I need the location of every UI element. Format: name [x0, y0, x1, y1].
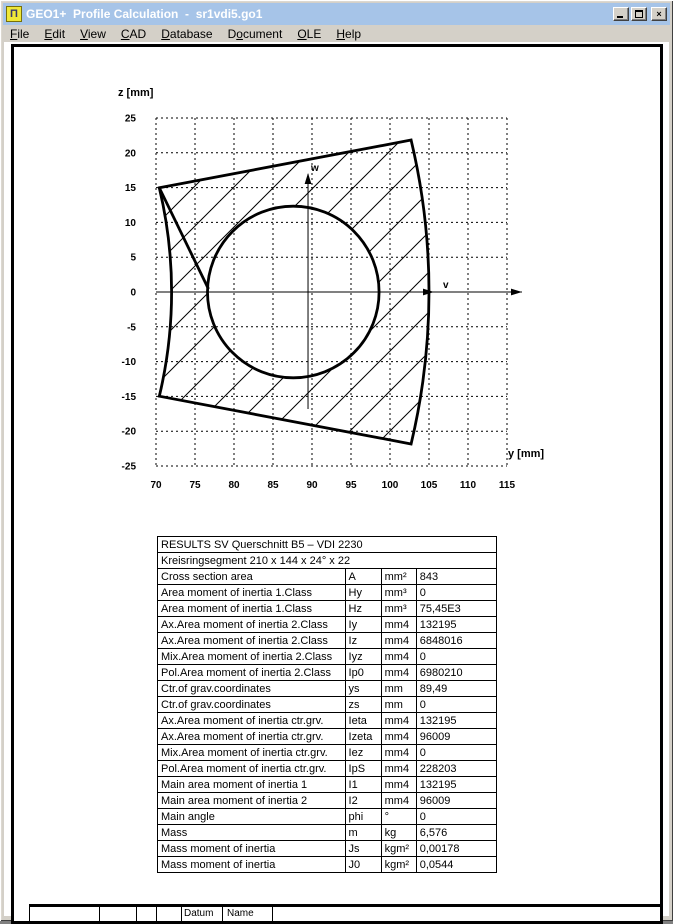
- result-value-cell: 0: [416, 697, 496, 713]
- x-tick-label: 110: [459, 480, 477, 491]
- result-name-cell: Mass moment of inertia: [158, 841, 346, 857]
- result-unit-cell: mm: [381, 681, 416, 697]
- x-tick-label: 75: [189, 480, 201, 491]
- y-tick-label: 25: [124, 113, 136, 125]
- table-row: [158, 633, 497, 649]
- result-symbol-cell: phi: [345, 809, 381, 825]
- result-symbol-cell: Ip0: [345, 665, 381, 681]
- result-symbol-cell: I2: [345, 793, 381, 809]
- result-value-cell: 6,576: [416, 825, 496, 841]
- result-name-cell: Cross section area: [158, 569, 346, 585]
- y-tick-label: -20: [121, 426, 136, 438]
- title-block-divider: [222, 907, 223, 921]
- result-name-cell: Ax.Area moment of inertia 2.Class: [158, 617, 346, 633]
- x-tick-label: 95: [345, 480, 357, 491]
- title-bar[interactable]: [3, 3, 670, 25]
- result-value-cell: 0: [416, 649, 496, 665]
- table-row: [158, 793, 497, 809]
- result-unit-cell: mm4: [381, 633, 416, 649]
- table-row: [158, 777, 497, 793]
- table-row: [158, 729, 497, 745]
- table-row: [158, 601, 497, 617]
- title-block-divider: [181, 907, 182, 921]
- result-unit-cell: mm4: [381, 665, 416, 681]
- table-row: [158, 681, 497, 697]
- result-name-cell: Mass: [158, 825, 346, 841]
- result-value-cell: 89,49: [416, 681, 496, 697]
- result-unit-cell: mm4: [381, 761, 416, 777]
- result-symbol-cell: Iz: [345, 633, 381, 649]
- x-tick-label: 105: [420, 480, 438, 491]
- result-unit-cell: kgm²: [381, 857, 416, 873]
- minimize-button[interactable]: [613, 7, 629, 21]
- y-tick-label: 0: [130, 287, 136, 299]
- menu-item-database[interactable]: Database: [161, 26, 213, 41]
- x-tick-label: 90: [306, 480, 318, 491]
- y-tick-label: 5: [130, 252, 136, 264]
- result-name-cell: Pol.Area moment of inertia 2.Class: [158, 665, 346, 681]
- result-unit-cell: mm4: [381, 793, 416, 809]
- x-tick-label: 80: [228, 480, 240, 491]
- maximize-button[interactable]: [631, 7, 647, 21]
- result-symbol-cell: ys: [345, 681, 381, 697]
- result-unit-cell: mm4: [381, 745, 416, 761]
- result-unit-cell: mm4: [381, 777, 416, 793]
- result-value-cell: 0: [416, 809, 496, 825]
- result-unit-cell: mm4: [381, 713, 416, 729]
- title-block-label: Name: [227, 908, 254, 919]
- result-unit-cell: mm4: [381, 729, 416, 745]
- result-name-cell: Area moment of inertia 1.Class: [158, 601, 346, 617]
- result-value-cell: 0,00178: [416, 841, 496, 857]
- result-symbol-cell: m: [345, 825, 381, 841]
- minimize-icon: [617, 16, 623, 18]
- result-name-cell: Pol.Area moment of inertia ctr.grv.: [158, 761, 346, 777]
- y-tick-label: 15: [124, 183, 136, 195]
- y-tick-label: -5: [127, 322, 136, 334]
- result-symbol-cell: zs: [345, 697, 381, 713]
- result-value-cell: 0: [416, 585, 496, 601]
- result-symbol-cell: Js: [345, 841, 381, 857]
- result-symbol-cell: Izeta: [345, 729, 381, 745]
- title-block-divider: [99, 907, 100, 921]
- y-tick-label: -25: [121, 461, 136, 473]
- result-value-cell: 6980210: [416, 665, 496, 681]
- result-name-cell: Mix.Area moment of inertia ctr.grv.: [158, 745, 346, 761]
- menu-item-file[interactable]: File: [10, 26, 30, 41]
- y-tick-label: -10: [121, 357, 136, 369]
- table-row: [158, 569, 497, 585]
- menu-item-edit[interactable]: Edit: [44, 26, 66, 41]
- result-unit-cell: kgm²: [381, 841, 416, 857]
- y-axis-label: y [mm]: [508, 448, 545, 460]
- document-viewport: [4, 42, 669, 919]
- result-unit-cell: mm: [381, 697, 416, 713]
- result-symbol-cell: Hy: [345, 585, 381, 601]
- app-icon: Π: [6, 6, 22, 22]
- result-name-cell: Ctr.of grav.coordinates: [158, 697, 346, 713]
- maximize-icon: [635, 10, 643, 18]
- result-value-cell: 132195: [416, 777, 496, 793]
- table-row: [158, 665, 497, 681]
- result-value-cell: 96009: [416, 793, 496, 809]
- table-row: [158, 649, 497, 665]
- title-block-divider: [272, 907, 273, 921]
- result-symbol-cell: IpS: [345, 761, 381, 777]
- result-unit-cell: °: [381, 809, 416, 825]
- result-name-cell: Area moment of inertia 1.Class: [158, 585, 346, 601]
- drawing-page: [11, 44, 663, 924]
- result-symbol-cell: Iy: [345, 617, 381, 633]
- result-name-cell: Ctr.of grav.coordinates: [158, 681, 346, 697]
- title-block-divider: [136, 907, 137, 921]
- result-unit-cell: mm²: [381, 569, 416, 585]
- menu-item-document[interactable]: Document: [227, 26, 283, 41]
- result-name-cell: Mix.Area moment of inertia 2.Class: [158, 649, 346, 665]
- y-tick-label: 20: [124, 148, 136, 160]
- result-unit-cell: kg: [381, 825, 416, 841]
- result-unit-cell: mm4: [381, 617, 416, 633]
- result-name-cell: Main area moment of inertia 1: [158, 777, 346, 793]
- menu-item-ole[interactable]: OLE: [297, 26, 322, 41]
- title-block: [29, 904, 661, 921]
- results-subtitle: Kreisringsegment 210 x 144 x 24° x 22: [158, 553, 497, 569]
- table-row: [158, 713, 497, 729]
- results-table: [157, 536, 497, 873]
- result-symbol-cell: Iyz: [345, 649, 381, 665]
- close-icon: ×: [656, 9, 662, 19]
- result-value-cell: 96009: [416, 729, 496, 745]
- profile-chart: [14, 47, 666, 517]
- result-name-cell: Mass moment of inertia: [158, 857, 346, 873]
- title-block-divider: [29, 907, 30, 921]
- menu-item-help[interactable]: Help: [336, 26, 362, 41]
- result-symbol-cell: A: [345, 569, 381, 585]
- result-value-cell: 0: [416, 745, 496, 761]
- result-value-cell: 228203: [416, 761, 496, 777]
- table-row: [158, 697, 497, 713]
- result-symbol-cell: J0: [345, 857, 381, 873]
- result-unit-cell: mm³: [381, 601, 416, 617]
- x-tick-label: 100: [381, 480, 399, 491]
- results-data-table: [157, 536, 497, 873]
- x-tick-label: 115: [498, 480, 516, 491]
- result-value-cell: 6848016: [416, 633, 496, 649]
- menu-item-cad[interactable]: CAD: [120, 26, 147, 41]
- result-value-cell: 0,0544: [416, 857, 496, 873]
- y-axis-arrow-icon: [511, 289, 522, 296]
- menu-bar: [4, 25, 669, 42]
- result-value-cell: 132195: [416, 713, 496, 729]
- table-row: [158, 617, 497, 633]
- w-axis-label: w: [311, 163, 319, 174]
- window-controls: [613, 7, 667, 21]
- result-symbol-cell: I1: [345, 777, 381, 793]
- result-symbol-cell: Iez: [345, 745, 381, 761]
- result-name-cell: Main area moment of inertia 2: [158, 793, 346, 809]
- result-unit-cell: mm4: [381, 649, 416, 665]
- result-name-cell: Main angle: [158, 809, 346, 825]
- result-name-cell: Ax.Area moment of inertia ctr.grv.: [158, 729, 346, 745]
- table-row: [158, 761, 497, 777]
- table-row: [158, 809, 497, 825]
- x-tick-label: 85: [267, 480, 279, 491]
- v-axis-label: v: [443, 280, 449, 291]
- y-tick-label: -15: [121, 391, 136, 403]
- x-tick-label: 70: [150, 480, 162, 491]
- y-tick-label: 10: [124, 217, 136, 229]
- results-title: RESULTS SV Querschnitt B5 – VDI 2230: [158, 537, 497, 553]
- table-row: [158, 585, 497, 601]
- table-row: [158, 825, 497, 841]
- close-button[interactable]: [651, 7, 667, 21]
- menu-item-view[interactable]: View: [80, 26, 106, 41]
- table-row: [158, 857, 497, 873]
- result-symbol-cell: Ieta: [345, 713, 381, 729]
- title-block-divider: [156, 907, 157, 921]
- z-axis-label: z [mm]: [118, 87, 154, 99]
- result-value-cell: 843: [416, 569, 496, 585]
- result-name-cell: Ax.Area moment of inertia ctr.grv.: [158, 713, 346, 729]
- result-value-cell: 75,45E3: [416, 601, 496, 617]
- table-row: [158, 841, 497, 857]
- window-title: GEO1+ Profile Calculation - sr1vdi5.go1: [26, 7, 263, 21]
- result-name-cell: Ax.Area moment of inertia 2.Class: [158, 633, 346, 649]
- result-value-cell: 132195: [416, 617, 496, 633]
- table-row: [158, 745, 497, 761]
- title-block-label: Datum: [184, 908, 214, 919]
- result-symbol-cell: Hz: [345, 601, 381, 617]
- result-unit-cell: mm³: [381, 585, 416, 601]
